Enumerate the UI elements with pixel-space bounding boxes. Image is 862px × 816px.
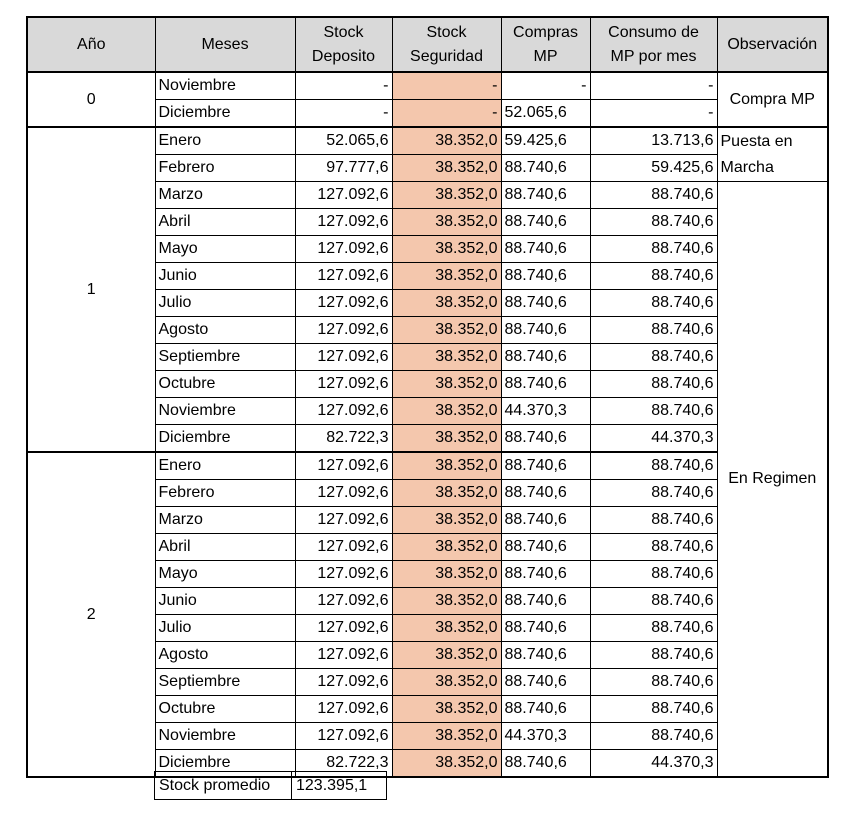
stock-promedio-label: Stock promedio [155,772,292,800]
observacion-puesta-en-marcha: Puesta en Marcha [717,127,828,182]
compras-cell: 88.740,6 [501,480,590,507]
compras-cell: 88.740,6 [501,507,590,534]
header-row [27,17,828,72]
consumo-cell: 88.740,6 [590,398,717,425]
compras-cell: 88.740,6 [501,750,590,778]
table-row [27,72,828,100]
month-cell: Diciembre [155,425,295,453]
month-cell: Noviembre [155,723,295,750]
compras-cell: 88.740,6 [501,182,590,209]
month-cell: Enero [155,452,295,480]
month-cell: Octubre [155,696,295,723]
stock-deposito-cell: 82.722,3 [295,750,392,778]
stock-deposito-cell: 127.092,6 [295,182,392,209]
stock-seguridad-cell: 38.352,0 [392,290,501,317]
stock-seguridad-cell: 38.352,0 [392,642,501,669]
compras-cell: 88.740,6 [501,669,590,696]
month-cell: Marzo [155,182,295,209]
stock-deposito-cell: 127.092,6 [295,452,392,480]
consumo-cell: 88.740,6 [590,561,717,588]
consumo-cell: 44.370,3 [590,425,717,453]
compras-cell: 88.740,6 [501,561,590,588]
stock-seguridad-cell: 38.352,0 [392,236,501,263]
stock-promedio-row [155,772,387,800]
compras-cell: 88.740,6 [501,290,590,317]
stock-deposito-cell: 127.092,6 [295,669,392,696]
stock-seguridad-cell: 38.352,0 [392,588,501,615]
stock-deposito-cell: 127.092,6 [295,723,392,750]
consumo-cell: 88.740,6 [590,669,717,696]
stock-seguridad-cell: 38.352,0 [392,696,501,723]
header-stock-deposito: Stock Deposito [295,17,392,72]
compras-cell: 88.740,6 [501,236,590,263]
header-observacion: Observación [717,17,828,72]
month-cell: Noviembre [155,398,295,425]
compras-cell: 44.370,3 [501,398,590,425]
month-cell: Julio [155,290,295,317]
month-cell: Abril [155,209,295,236]
stock-deposito-cell: 127.092,6 [295,344,392,371]
compras-cell: 88.740,6 [501,344,590,371]
consumo-cell: 88.740,6 [590,344,717,371]
header-anio: Año [27,17,155,72]
stock-deposito-cell: 127.092,6 [295,236,392,263]
month-cell: Agosto [155,317,295,344]
stock-deposito-cell: 127.092,6 [295,561,392,588]
stock-seguridad-cell: 38.352,0 [392,398,501,425]
stock-deposito-cell: 127.092,6 [295,480,392,507]
stock-table [26,16,829,778]
stock-deposito-cell: 127.092,6 [295,642,392,669]
stock-deposito-cell: 52.065,6 [295,127,392,155]
stock-seguridad-cell: - [392,100,501,128]
stock-seguridad-cell: 38.352,0 [392,209,501,236]
stock-seguridad-cell: 38.352,0 [392,480,501,507]
consumo-cell: 88.740,6 [590,452,717,480]
month-cell: Agosto [155,642,295,669]
consumo-cell: 44.370,3 [590,750,717,778]
consumo-cell: 88.740,6 [590,236,717,263]
consumo-cell: 88.740,6 [590,642,717,669]
table-row [27,127,828,155]
compras-cell: 88.740,6 [501,371,590,398]
consumo-cell: 88.740,6 [590,615,717,642]
stock-deposito-cell: - [295,72,392,100]
stock-deposito-cell: - [295,100,392,128]
stock-seguridad-cell: 38.352,0 [392,723,501,750]
stock-promedio-value: 123.395,1 [292,772,387,800]
stock-seguridad-cell: 38.352,0 [392,507,501,534]
month-cell: Junio [155,588,295,615]
header-compras-mp: Compras MP [501,17,590,72]
month-cell: Julio [155,615,295,642]
compras-cell: 88.740,6 [501,425,590,453]
consumo-cell: 88.740,6 [590,317,717,344]
consumo-cell: 88.740,6 [590,696,717,723]
consumo-cell: 88.740,6 [590,588,717,615]
stock-deposito-cell: 127.092,6 [295,371,392,398]
month-cell: Septiembre [155,344,295,371]
stock-deposito-cell: 127.092,6 [295,317,392,344]
stock-seguridad-cell: 38.352,0 [392,344,501,371]
consumo-cell: 88.740,6 [590,534,717,561]
stock-seguridad-cell: 38.352,0 [392,669,501,696]
year-cell: 1 [27,127,155,452]
consumo-cell: 88.740,6 [590,182,717,209]
stock-deposito-cell: 127.092,6 [295,588,392,615]
observacion-compra-mp: Compra MP [717,72,828,127]
month-cell: Marzo [155,507,295,534]
stock-promedio-table [154,771,387,800]
stock-deposito-cell: 127.092,6 [295,263,392,290]
year-cell: 0 [27,72,155,127]
compras-cell: 88.740,6 [501,615,590,642]
compras-cell: 88.740,6 [501,588,590,615]
stock-deposito-cell: 82.722,3 [295,425,392,453]
stock-deposito-cell: 127.092,6 [295,696,392,723]
stock-seguridad-cell: 38.352,0 [392,750,501,778]
stock-deposito-cell: 127.092,6 [295,290,392,317]
consumo-cell: 88.740,6 [590,263,717,290]
month-cell: Septiembre [155,669,295,696]
observacion-en-regimen: En Regimen [717,182,828,778]
month-cell: Febrero [155,155,295,182]
consumo-cell: 88.740,6 [590,290,717,317]
month-cell: Octubre [155,371,295,398]
month-cell: Junio [155,263,295,290]
consumo-cell: 88.740,6 [590,371,717,398]
consumo-cell: 13.713,6 [590,127,717,155]
stock-deposito-cell: 127.092,6 [295,398,392,425]
year-cell: 2 [27,452,155,777]
stock-seguridad-cell: 38.352,0 [392,534,501,561]
month-cell: Abril [155,534,295,561]
month-cell: Febrero [155,480,295,507]
compras-cell: 44.370,3 [501,723,590,750]
stock-seguridad-cell: 38.352,0 [392,425,501,453]
stock-seguridad-cell: 38.352,0 [392,317,501,344]
stock-seguridad-cell: 38.352,0 [392,561,501,588]
month-cell: Diciembre [155,750,295,778]
stock-deposito-cell: 127.092,6 [295,534,392,561]
compras-cell: 88.740,6 [501,209,590,236]
compras-cell: 88.740,6 [501,696,590,723]
stock-seguridad-cell: 38.352,0 [392,263,501,290]
compras-cell: 88.740,6 [501,155,590,182]
month-cell: Mayo [155,561,295,588]
stock-deposito-cell: 127.092,6 [295,507,392,534]
stock-seguridad-cell: 38.352,0 [392,452,501,480]
consumo-cell: - [590,100,717,128]
stock-seguridad-cell: 38.352,0 [392,127,501,155]
consumo-cell: 88.740,6 [590,723,717,750]
month-cell: Noviembre [155,72,295,100]
header-consumo-mp: Consumo de MP por mes [590,17,717,72]
stock-deposito-cell: 97.777,6 [295,155,392,182]
compras-cell: 52.065,6 [501,100,590,128]
consumo-cell: 59.425,6 [590,155,717,182]
consumo-cell: 88.740,6 [590,480,717,507]
compras-cell: 59.425,6 [501,127,590,155]
month-cell: Mayo [155,236,295,263]
stock-seguridad-cell: 38.352,0 [392,371,501,398]
stock-seguridad-cell: - [392,72,501,100]
compras-cell: 88.740,6 [501,534,590,561]
header-meses: Meses [155,17,295,72]
month-cell: Enero [155,127,295,155]
consumo-cell: - [590,72,717,100]
month-cell: Diciembre [155,100,295,128]
consumo-cell: 88.740,6 [590,209,717,236]
compras-cell: 88.740,6 [501,263,590,290]
compras-cell: 88.740,6 [501,317,590,344]
stock-seguridad-cell: 38.352,0 [392,615,501,642]
stock-seguridad-cell: 38.352,0 [392,155,501,182]
compras-cell: 88.740,6 [501,452,590,480]
stock-deposito-cell: 127.092,6 [295,615,392,642]
table-row [27,452,828,480]
consumo-cell: 88.740,6 [590,507,717,534]
compras-cell: 88.740,6 [501,642,590,669]
compras-cell: - [501,72,590,100]
stock-deposito-cell: 127.092,6 [295,209,392,236]
stock-seguridad-cell: 38.352,0 [392,182,501,209]
header-stock-seguridad: Stock Seguridad [392,17,501,72]
table-body [27,72,828,777]
